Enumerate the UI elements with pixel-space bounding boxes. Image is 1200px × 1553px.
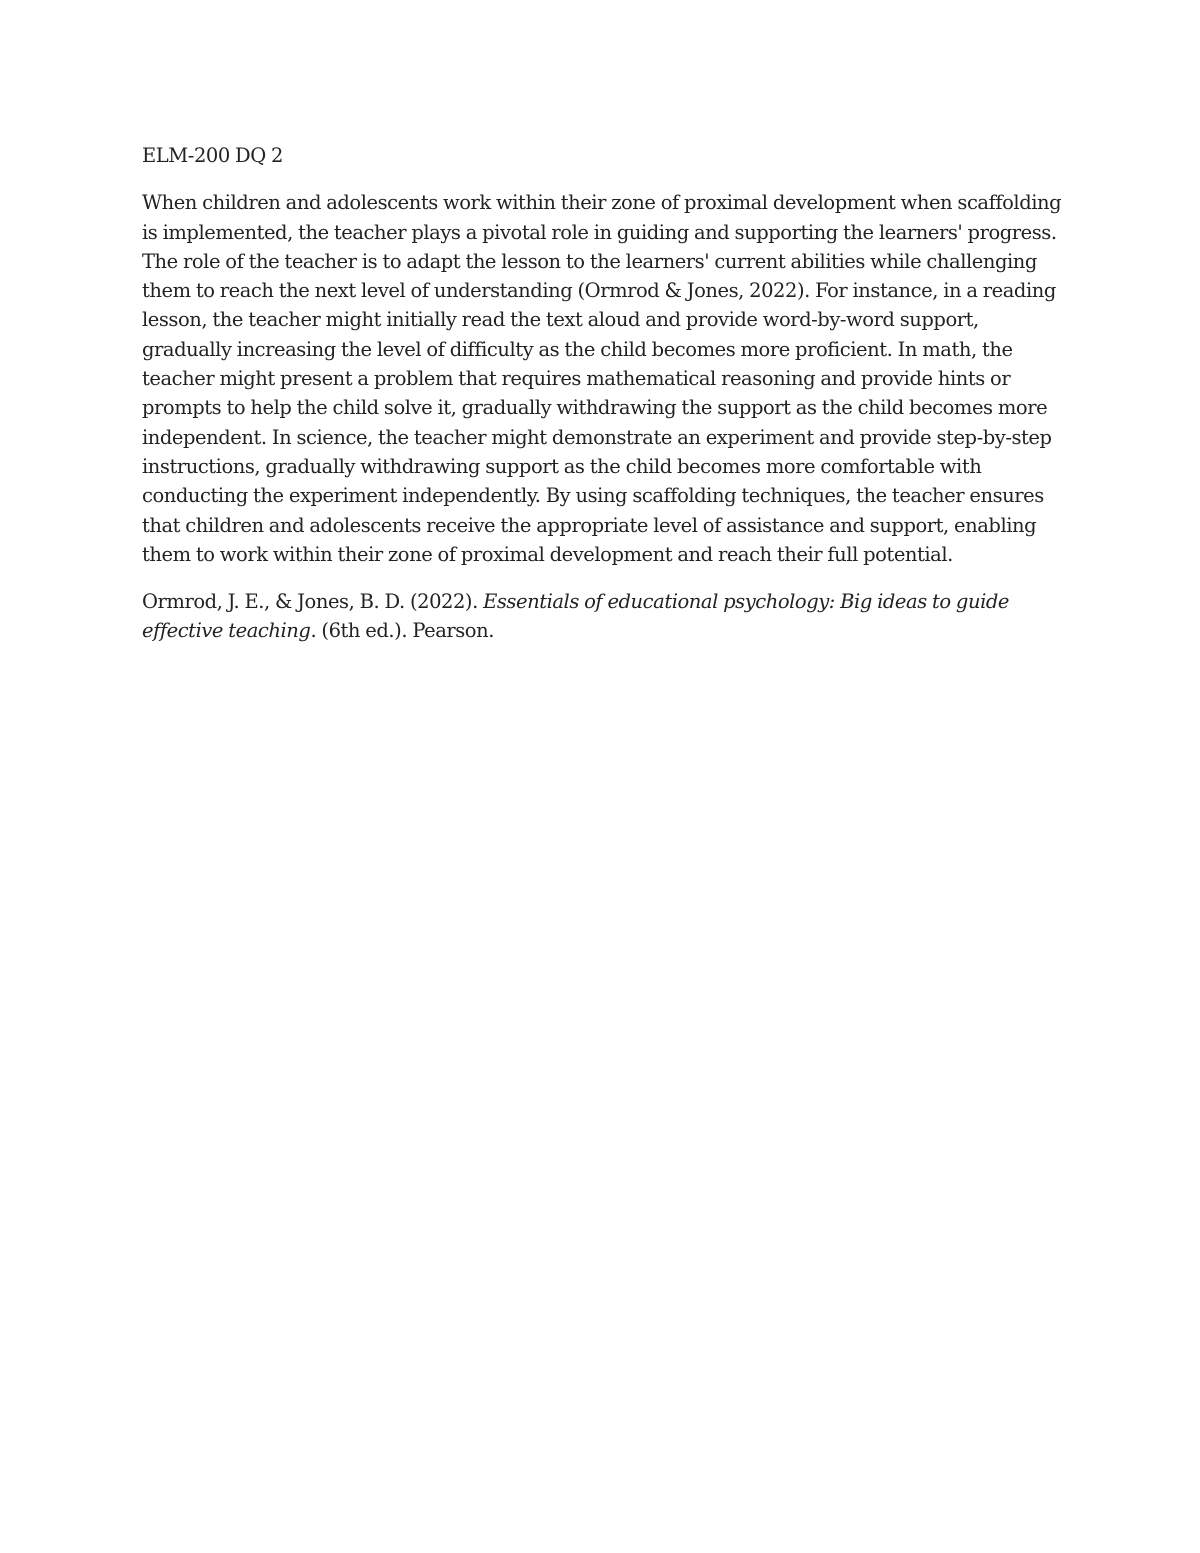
reference-authors-year: Ormrod, J. E., & Jones, B. D. (2022). (142, 590, 484, 614)
document-title: ELM-200 DQ 2 (142, 144, 283, 167)
reference-edition-publisher: . (6th ed.). Pearson. (310, 619, 494, 643)
document-content (142, 141, 1067, 646)
reference-book-title: Essentials of educational psychology: Big ideas to guide effective teaching (142, 590, 1009, 643)
body-paragraph: When children and adolescents work within their zone of proximal development when scaffolding is implemented, the teacher plays a pivotal role in guiding and supporting the learners' progress. The role of the teacher is to adapt the lesson to the learners' current abilities while challenging them to reach the next level of understanding (Ormrod & Jones, 2022). For instance, in a reading lesson, the teacher might initially read the text aloud and provide word-by-word support, gradually increasing the level of difficulty as the child becomes more proficient. In math, the teacher might present a problem that requires mathematical reasoning and provide hints or prompts to help the child solve it, gradually withdrawing the support as the child becomes more independent. In science, the teacher might demonstrate an experiment and provide step-by-step instructions, gradually withdrawing support as the child becomes more comfortable with conducting the experiment independently. By using scaffolding techniques, the teacher ensures that children and adolescents receive the appropriate level of assistance and support, enabling them to work within their zone of proximal development and reach their full potential. (142, 191, 1062, 566)
reference-citation (142, 587, 1067, 646)
